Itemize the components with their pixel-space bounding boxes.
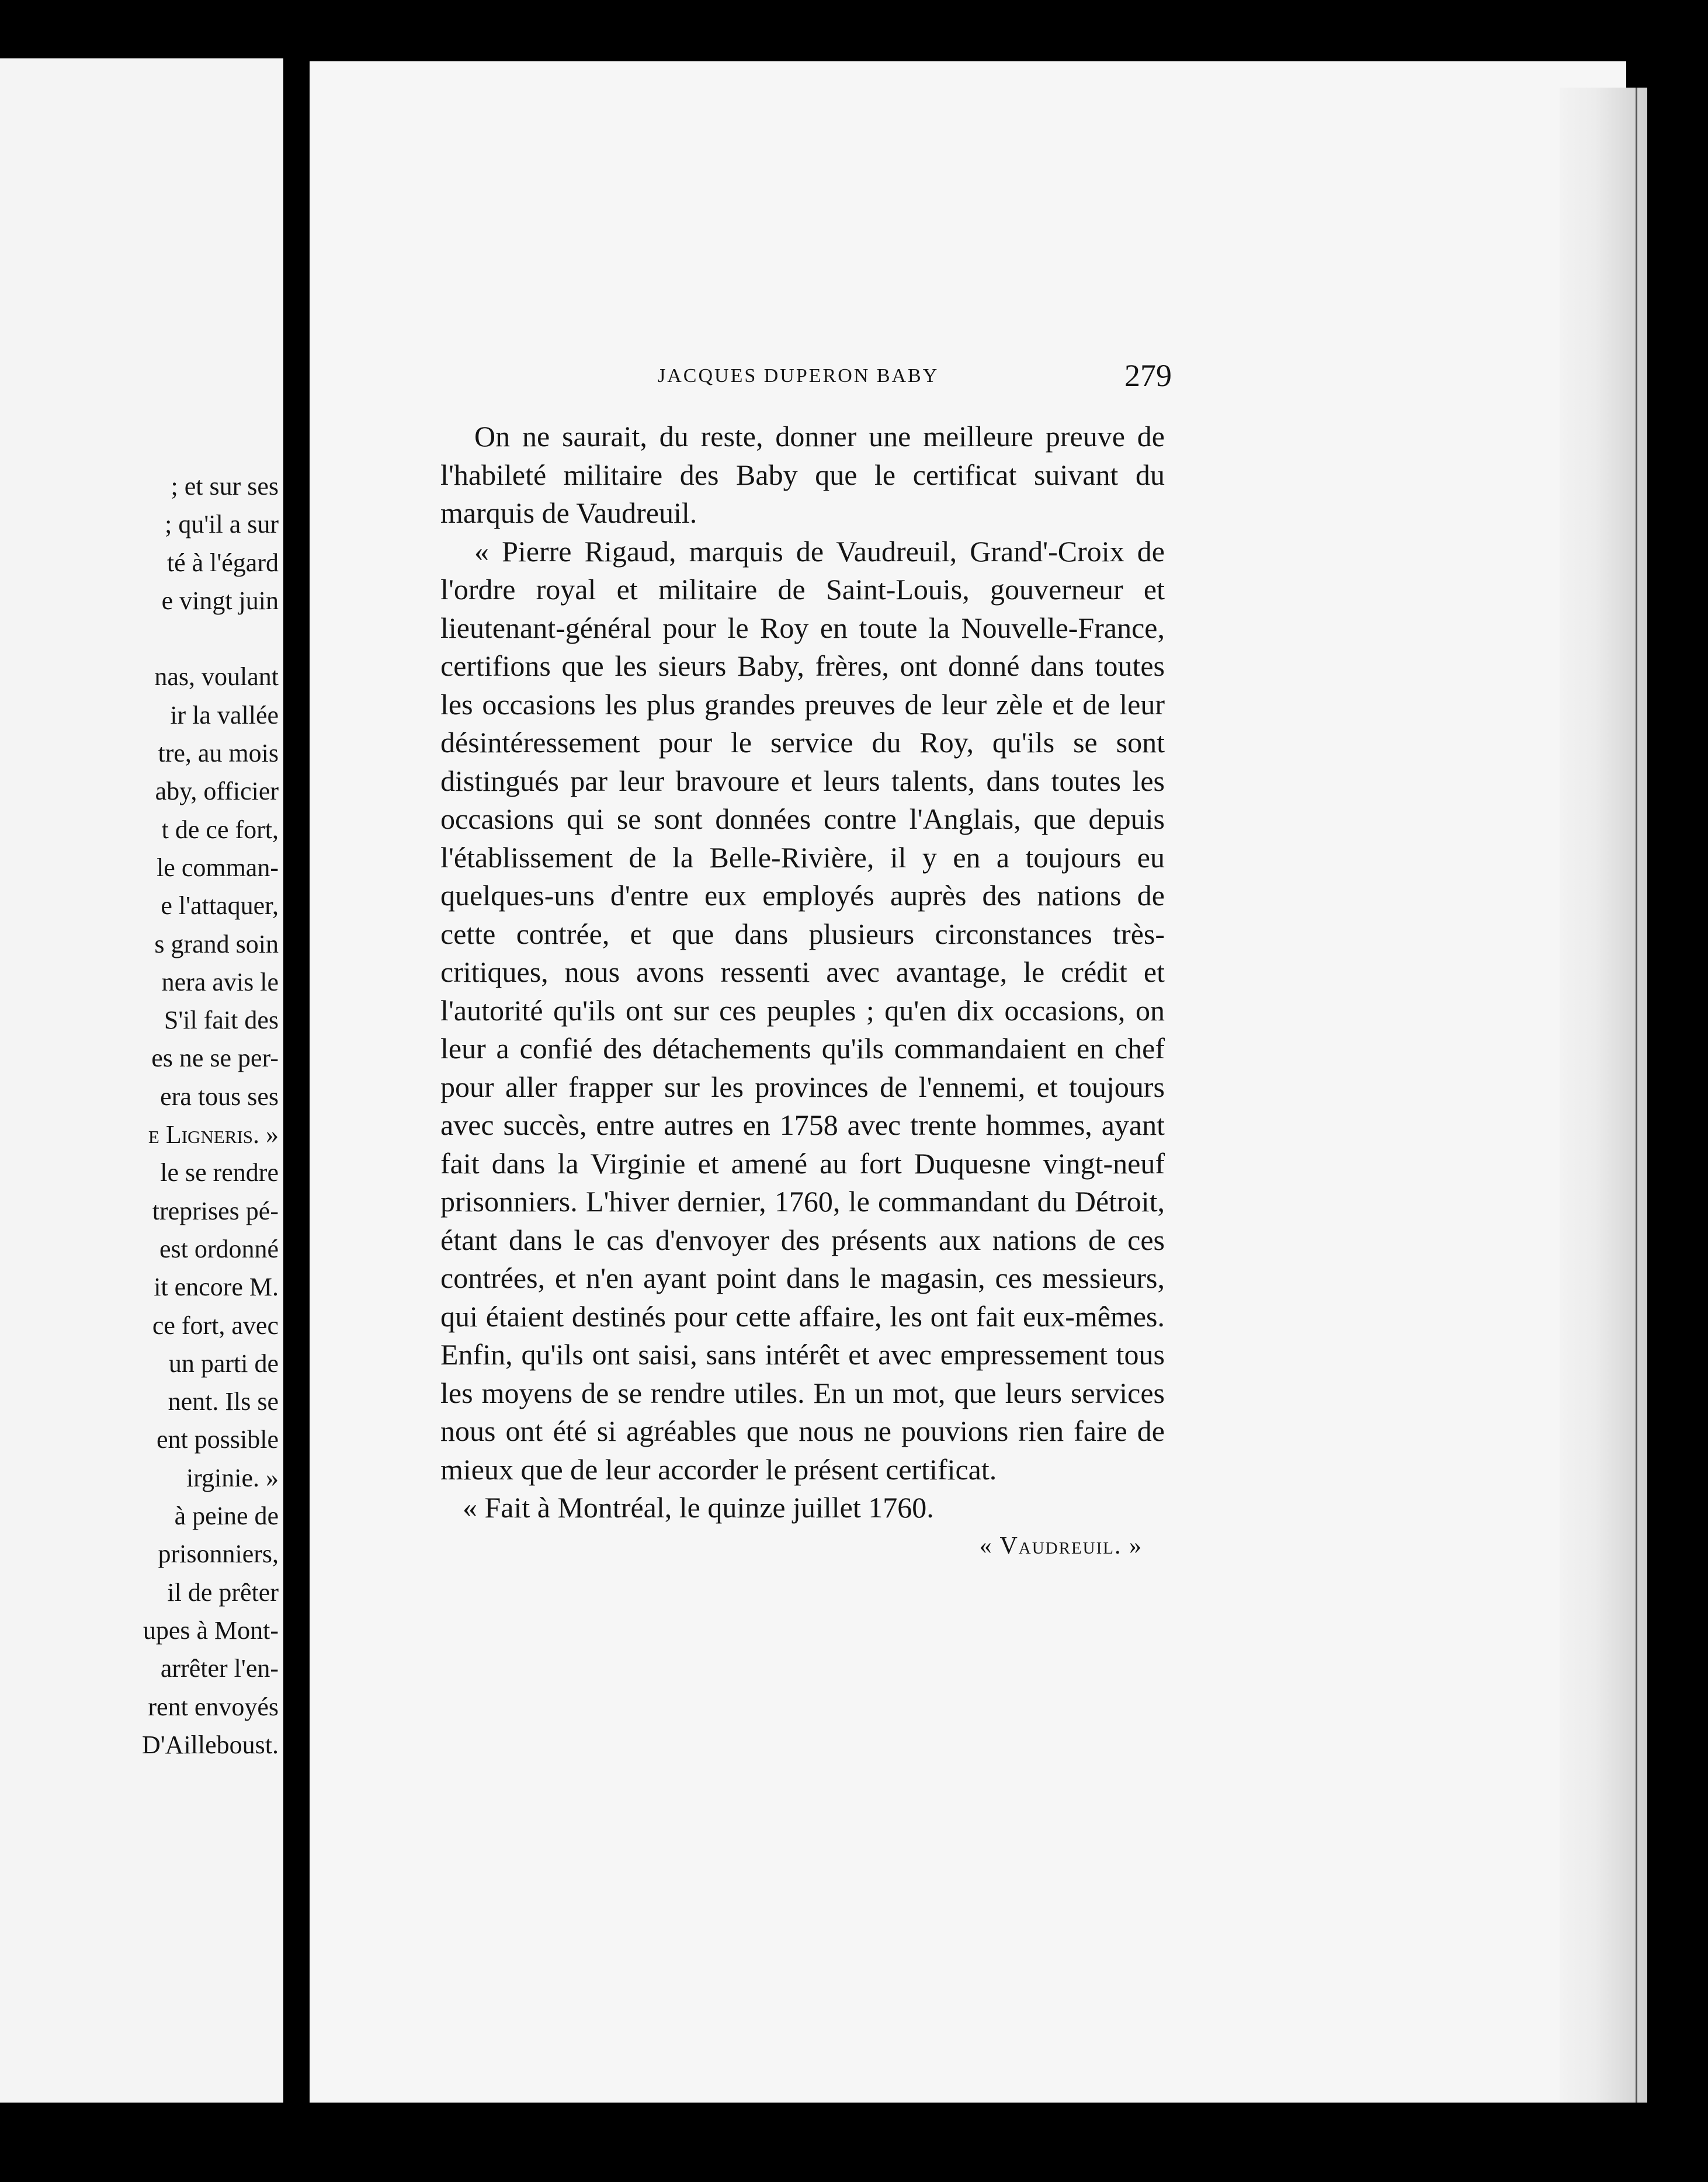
left-page-line: nera avis le: [161, 967, 279, 996]
signature: « Vaudreuil. »: [979, 1532, 1143, 1559]
left-page-line: le se rendre: [160, 1158, 279, 1187]
left-page-line: nent. Ils se: [168, 1387, 279, 1416]
dateline: « Fait à Montréal, le quinze juillet 1760.: [463, 1491, 934, 1524]
left-page-line: un parti de: [168, 1349, 279, 1378]
book-gutter: [283, 58, 310, 2103]
left-page-line: t de ce fort,: [161, 815, 279, 844]
left-page-line: ; qu'il a sur: [165, 510, 279, 539]
left-page-line: treprises pé-: [152, 1196, 279, 1225]
left-page-line: arrêter l'en-: [160, 1654, 279, 1683]
left-page-line: era tous ses: [160, 1082, 279, 1111]
left-page-line: e vingt juin: [161, 586, 279, 615]
left-page-line: rent envoyés: [148, 1692, 279, 1721]
left-page-line: ; et sur ses: [171, 472, 279, 501]
left-page-line: ce fort, avec: [152, 1311, 279, 1340]
left-page-line: upes à Mont-: [143, 1615, 279, 1645]
left-page-line: D'Ailleboust.: [141, 1730, 279, 1759]
page-header: [658, 358, 1172, 397]
left-page-line: tre, au mois: [158, 739, 279, 768]
running-head: JACQUES DUPERON BABY: [658, 365, 939, 387]
left-page-line: it encore M.: [154, 1273, 279, 1302]
page-edge-line: [1636, 88, 1637, 2103]
body-text: [440, 418, 1165, 1565]
left-page-line: es ne se per-: [151, 1044, 279, 1073]
left-page-line: té à l'égard: [166, 548, 279, 577]
left-page-line: e Ligneris. »: [148, 1120, 279, 1149]
left-page-line: irginie. »: [186, 1463, 279, 1492]
left-page-line: aby, officier: [155, 777, 279, 806]
left-page-line: nas, voulant: [154, 662, 279, 692]
left-page-line: ir la vallée: [170, 700, 279, 729]
left-page-line: [142, 620, 279, 658]
paragraph: « Pierre Rigaud, marquis de Vaudreuil, Grand'-Croix de l'ordre royal et militaire de Saint-Louis, gouverneur et lieutenant-général pour le Roy en toute la Nouvelle-France, certifions que les sieurs Baby, frères, ont donné dans toutes les occasions les plus grandes preuves de leur zèle et de leur désintéressement pour le service du Roy, qu'ils se sont distingués par leur bravoure et leurs talents, dans toutes les occasions qui se sont données contre l'Anglais, que depuis l'établissement de la Belle-Rivière, il y en a toujours eu quelques-uns d'entre eux employés auprès des nations de cette contrée, et que dans plusieurs circonstances très-critiques, nous avons ressenti avec avantage, le crédit et l'autorité qu'ils ont sur ces peuples ; qu'en dix occasions, on leur a confié des détachements qu'ils commandaient en chef pour aller frapper sur les provinces de l'ennemi, et toujours avec succès, entre autres en 1758 avec trente hommes, ayant fait dans la Virginie et amené au fort Duquesne vingt-neuf prisonniers. L'hiver dernier, 1760, le commandant du Détroit, étant dans le cas d'envoyer des présents aux nations de ces contrées, et n'en ayant point dans le magasin, ces messieurs, qui étaient destinés pour cette affaire, les ont fait eux-mêmes. Enfin, qu'ils ont saisi, sans intérêt et avec empressement tous les moyens de se rendre utiles. En un mot, que leurs services nous ont été si agréables que nous ne pouvions rien faire de mieux que de leur accorder le présent certificat.: [440, 534, 1165, 1486]
paragraph: On ne saurait, du reste, donner une meilleure preuve de l'habileté militaire des Baby que le certificat suivant du marquis de Vaudreuil.: [440, 420, 1165, 529]
left-page-line: à peine de: [174, 1502, 279, 1531]
left-page-line: s grand soin: [154, 929, 279, 958]
left-page-line: ent possible: [157, 1425, 279, 1454]
left-page: [0, 58, 283, 2103]
page-edge: [1560, 88, 1647, 2103]
left-page-line: est ordonné: [159, 1234, 279, 1263]
left-page-line: prisonniers,: [158, 1540, 279, 1569]
page-number: 279: [1124, 358, 1172, 393]
left-page-line: e l'attaquer,: [161, 891, 279, 920]
left-page-line: le comman-: [157, 853, 279, 882]
left-page-line: il de prêter: [167, 1578, 279, 1607]
left-page-line: S'il fait des: [164, 1006, 279, 1035]
left-page-text: [142, 467, 279, 1764]
